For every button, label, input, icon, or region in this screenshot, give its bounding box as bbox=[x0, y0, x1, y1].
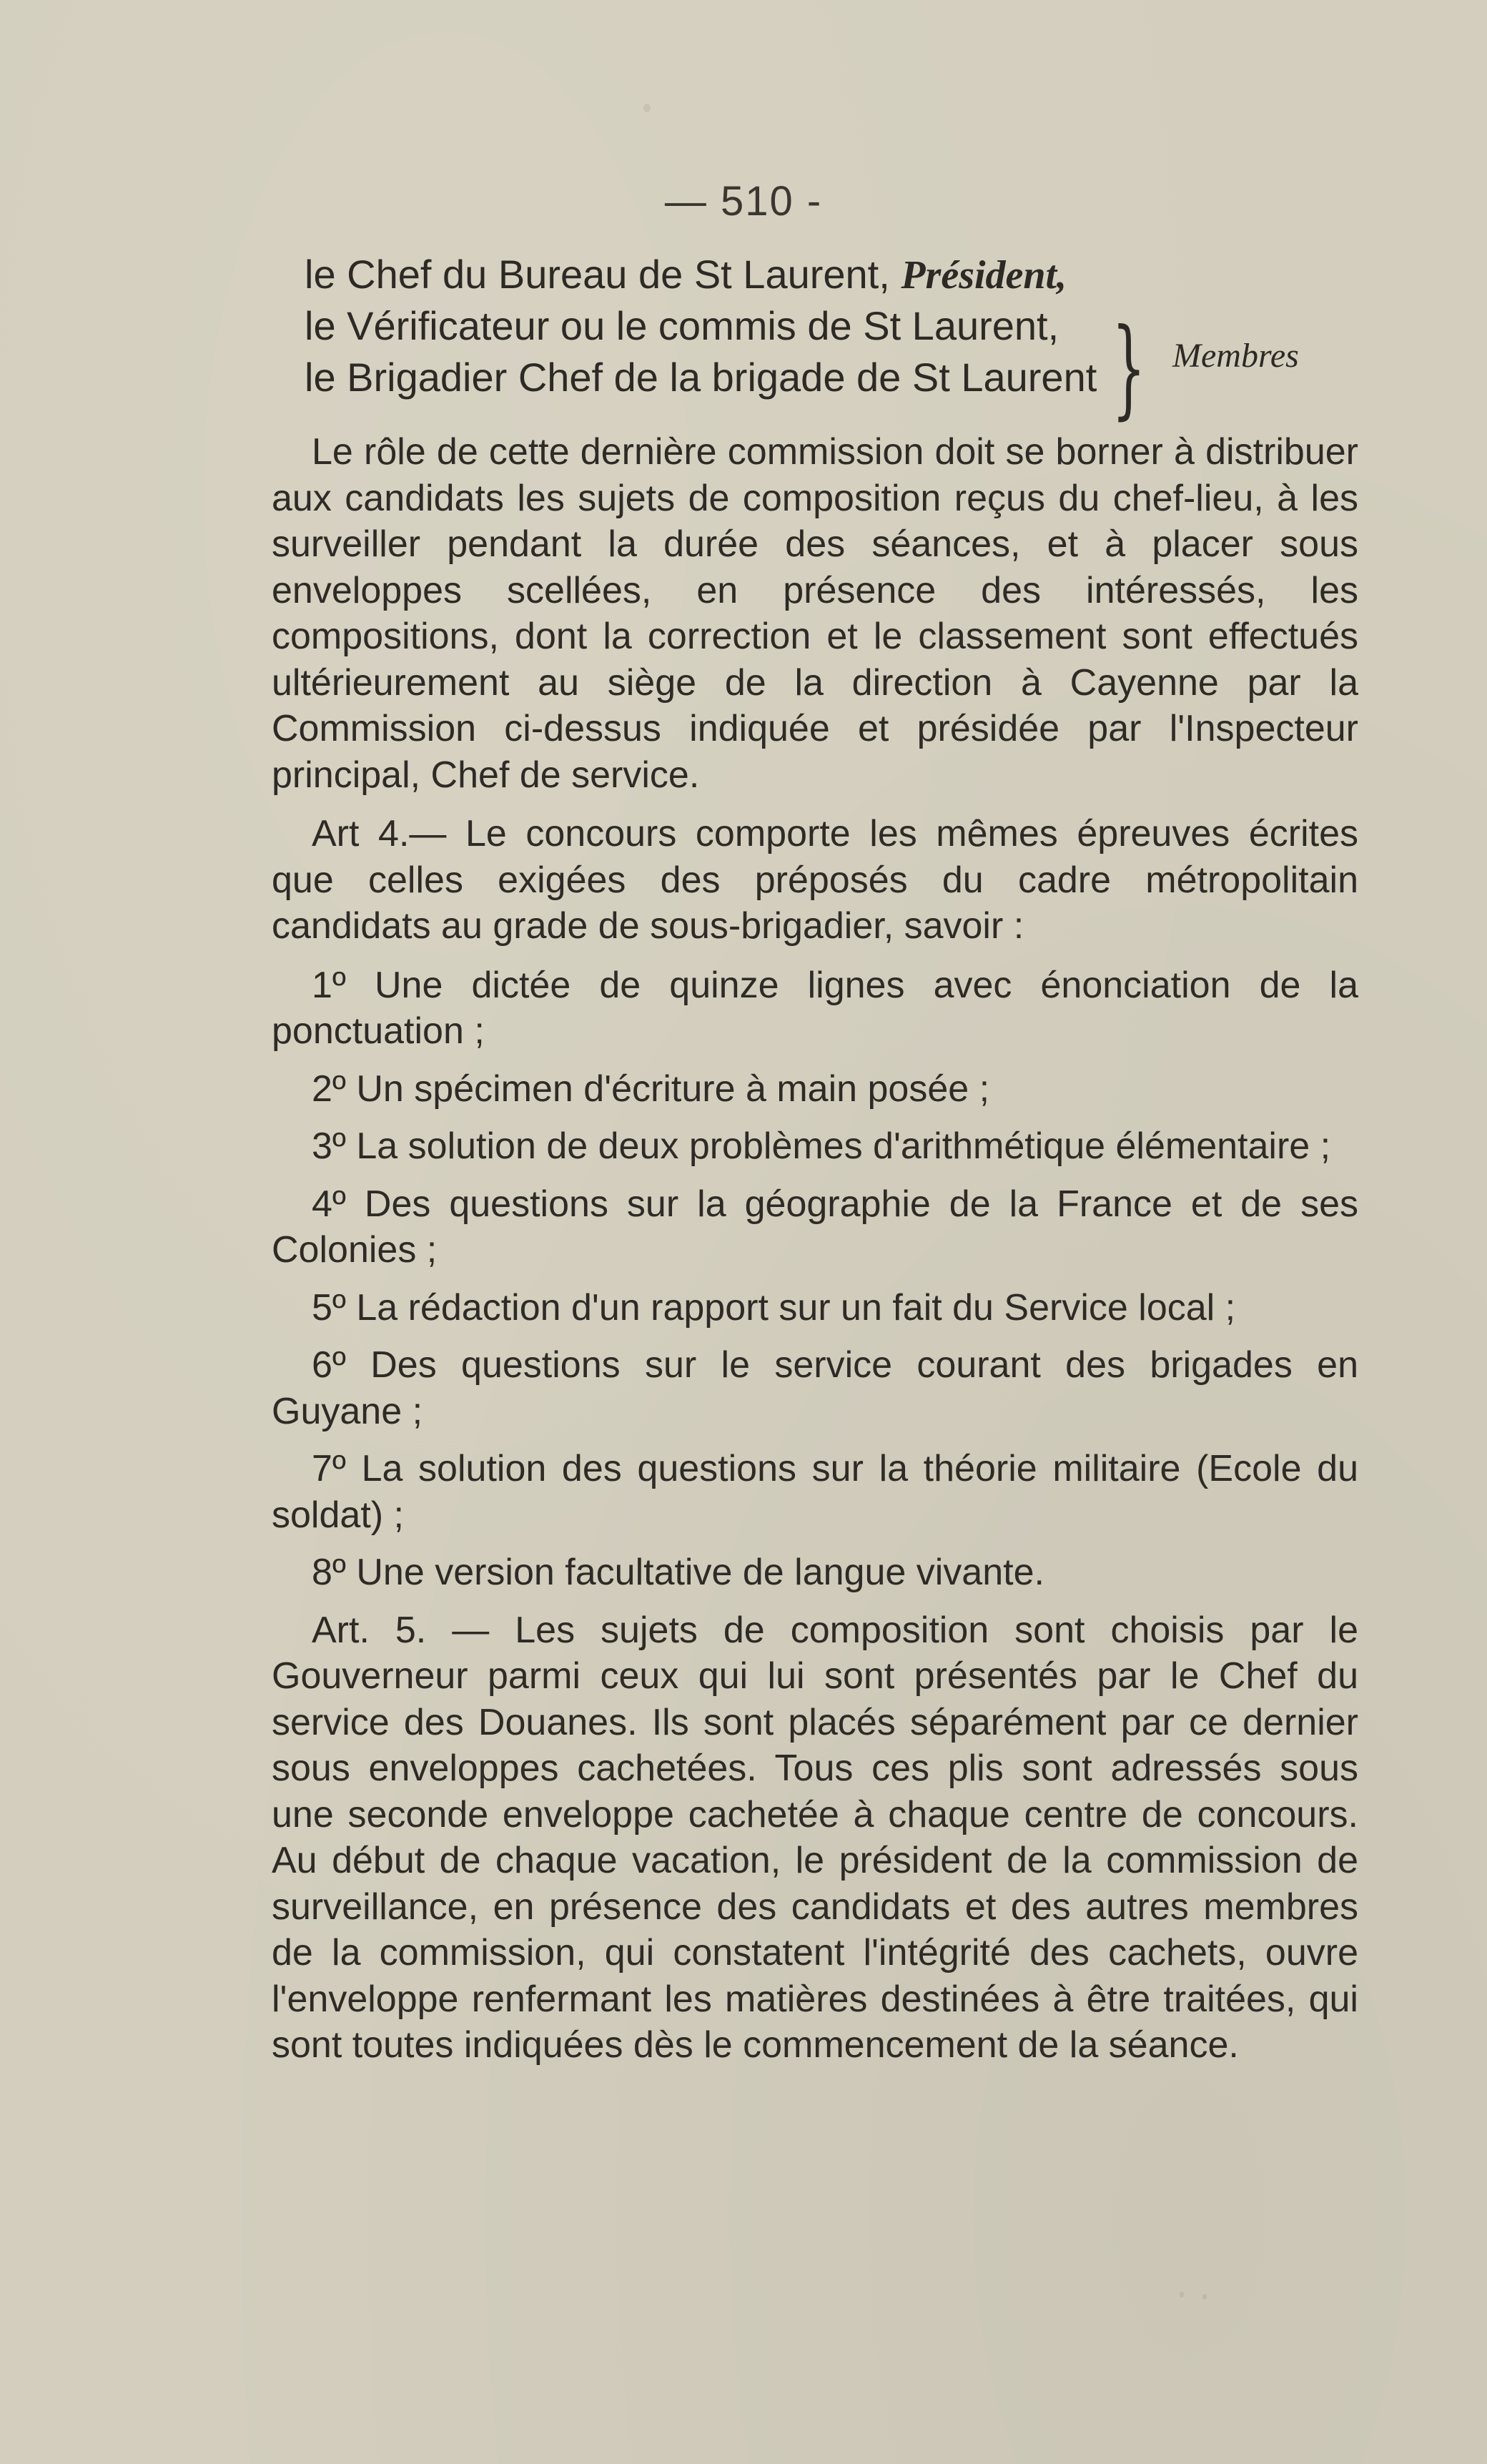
exam-item-2: 2º Un spécimen d'écriture à main posée ; bbox=[312, 1068, 990, 1110]
document-body bbox=[272, 429, 1358, 2081]
exam-item-4: 4º Des questions sur la géographie de la France et de ses Colonies ; bbox=[272, 1183, 1358, 1271]
paragraph-commission-role: Le rôle de cette dernière commission doit se borner à distribuer aux candidats les sujets de composition reçus du chef-lieu, à les surveiller pendant la durée des séances, et à placer sous enveloppes scellées, en présence des intéressés, les compositions, dont la correction et le classement sont effectués ultérieurement au siège de la direction à Cayenne par la Commission ci-dessus indiquée et présidée par l'Inspecteur principal, Chef de service. bbox=[272, 431, 1358, 796]
committee-line-brigadier: le Brigadier Chef de la brigade de St Laurent bbox=[305, 355, 1097, 400]
members-label: Membres bbox=[1172, 337, 1299, 375]
paragraph-article-4: Art 4.— Le concours comporte les mêmes épreuves écrites que celles exigées des préposés du cadre métropolitain candidats au grade de sous-brigadier, savoir : bbox=[272, 813, 1358, 947]
exam-item-7: 7º La solution des questions sur la théorie militaire (Ecole du soldat) ; bbox=[272, 1448, 1358, 1536]
members-brace-icon: } bbox=[1112, 306, 1146, 430]
exam-item-1: 1º Une dictée de quinze lignes avec énonciation de la ponctuation ; bbox=[272, 964, 1358, 1052]
committee-line-verificateur: le Vérificateur ou le commis de St Laurent, bbox=[305, 303, 1059, 348]
paragraph-article-5: Art. 5. — Les sujets de composition sont choisis par le Gouverneur parmi ceux qui lui sont présentés par le Chef du service des Douanes. Ils sont placés séparément par ce dernier sous enveloppes cachetées. Tous ces plis sont adressés sous une seconde enveloppe cachetée à chaque centre de concours. Au début de chaque vacation, le président de la commission de surveillance, en présence des candidats et des autres membres de la commission, qui constatent l'intégrité des cachets, ouvre l'enveloppe renfermant les matières destinées à être traitées, qui sont toutes indiquées dès le commencement de la séance. bbox=[272, 1609, 1358, 2066]
committee-president-text: le Chef du Bureau de St Laurent, bbox=[305, 252, 890, 297]
exam-item-6: 6º Des questions sur le service courant des brigades en Guyane ; bbox=[272, 1344, 1358, 1432]
exam-item-3: 3º La solution de deux problèmes d'arithmétique élémentaire ; bbox=[312, 1125, 1331, 1167]
paper-speck bbox=[643, 104, 651, 112]
committee-line-president bbox=[305, 249, 1363, 300]
president-role-label: Président, bbox=[901, 253, 1067, 297]
exam-item-5: 5º La rédaction d'un rapport sur un fait du Service local ; bbox=[312, 1286, 1236, 1329]
paper-speck bbox=[1180, 2292, 1184, 2297]
exam-item-8: 8º Une version facultative de langue vivante. bbox=[312, 1552, 1044, 1593]
paper-speck bbox=[1202, 2294, 1207, 2300]
committee-list bbox=[305, 249, 1363, 403]
page-number: — 510 - bbox=[664, 178, 823, 225]
